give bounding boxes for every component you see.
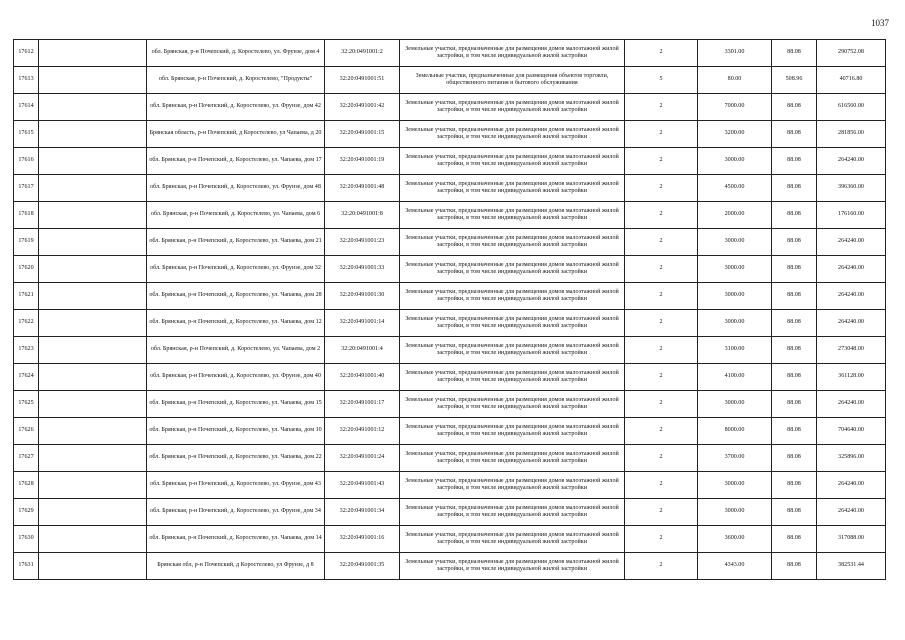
address-cell: обл. Брянская, р-н Почепский, д. Коростелево, ул. Чапаева, дом 22 <box>147 445 325 472</box>
cadastral-value-cell: 40716.80 <box>817 67 886 94</box>
cadastral-number-cell: 32:20:0491001:51 <box>325 67 400 94</box>
rate-cell: 508.96 <box>772 67 817 94</box>
rate-cell: 88.08 <box>772 175 817 202</box>
land-use-cell: Земельные участки, предназначенные для размещения домов малоэтажной жилой застройки, в том числе индивидуальной жилой застройки <box>400 364 625 391</box>
table-body <box>14 40 886 580</box>
empty-cell <box>39 175 147 202</box>
cadastral-number-cell: 32:20:0491001:8 <box>325 202 400 229</box>
empty-cell <box>39 472 147 499</box>
cadastral-value-cell: 176160.00 <box>817 202 886 229</box>
land-use-cell: Земельные участки, предназначенные для размещения домов малоэтажной жилой застройки, в том числе индивидуальной жилой застройки <box>400 499 625 526</box>
area-cell: 3000.00 <box>698 148 772 175</box>
cadastral-number-cell: 32:20:0491001:24 <box>325 445 400 472</box>
cadastral-value-cell: 281856.00 <box>817 121 886 148</box>
land-use-cell: Земельные участки, предназначенные для размещения домов малоэтажной жилой застройки, в том числе индивидуальной жилой застройки <box>400 283 625 310</box>
table-row <box>14 499 886 526</box>
area-cell: 3600.00 <box>698 526 772 553</box>
category-cell: 2 <box>625 526 698 553</box>
address-cell: обл. Брянская, р-н Почепский, д. Коростелево, ул. Фрунзе, дом 43 <box>147 472 325 499</box>
empty-cell <box>39 40 147 67</box>
area-cell: 3000.00 <box>698 391 772 418</box>
rate-cell: 88.08 <box>772 202 817 229</box>
cadastral-value-cell: 264240.00 <box>817 391 886 418</box>
category-cell: 2 <box>625 94 698 121</box>
address-cell: Брянская обл, р-н Почепский, д Коростелево, ул Фрунзе, д 8 <box>147 553 325 580</box>
cadastral-value-cell: 264240.00 <box>817 256 886 283</box>
category-cell: 2 <box>625 418 698 445</box>
address-cell: обл. Брянская, р-н Почепский, д. Коростелево, ул. Чапаева, дом 12 <box>147 310 325 337</box>
row-id-cell: 17616 <box>14 148 39 175</box>
row-id-cell: 17619 <box>14 229 39 256</box>
land-use-cell: Земельные участки, предназначенные для размещения домов малоэтажной жилой застройки, в том числе индивидуальной жилой застройки <box>400 202 625 229</box>
area-cell: 3200.00 <box>698 121 772 148</box>
area-cell: 4100.00 <box>698 364 772 391</box>
area-cell: 3000.00 <box>698 283 772 310</box>
cadastral-value-cell: 264240.00 <box>817 499 886 526</box>
rate-cell: 88.08 <box>772 148 817 175</box>
cadastral-number-cell: 32:20:0491001:23 <box>325 229 400 256</box>
empty-cell <box>39 418 147 445</box>
cadastral-number-cell: 32:20:0491001:35 <box>325 553 400 580</box>
cadastral-value-cell: 361128.00 <box>817 364 886 391</box>
table-row <box>14 40 886 67</box>
cadastral-number-cell: 32:20:0491001:4 <box>325 337 400 364</box>
row-id-cell: 17621 <box>14 283 39 310</box>
land-use-cell: Земельные участки, предназначенные для размещения объектов торговли, общественного питания и бытового обслуживания <box>400 67 625 94</box>
category-cell: 2 <box>625 391 698 418</box>
land-registry-table <box>13 39 886 580</box>
table-row <box>14 229 886 256</box>
table-row <box>14 337 886 364</box>
page-number: 1037 <box>871 18 889 28</box>
cadastral-number-cell: 32:20:0491001:43 <box>325 472 400 499</box>
land-use-cell: Земельные участки, предназначенные для размещения домов малоэтажной жилой застройки, в том числе индивидуальной жилой застройки <box>400 175 625 202</box>
address-cell: обл. Брянская, р-н Почепский, д. Коростелево, ул. Чапаева, дом 21 <box>147 229 325 256</box>
rate-cell: 88.08 <box>772 229 817 256</box>
rate-cell: 88.08 <box>772 472 817 499</box>
category-cell: 2 <box>625 553 698 580</box>
cadastral-value-cell: 317088.00 <box>817 526 886 553</box>
row-id-cell: 17630 <box>14 526 39 553</box>
empty-cell <box>39 445 147 472</box>
row-id-cell: 17620 <box>14 256 39 283</box>
category-cell: 2 <box>625 40 698 67</box>
empty-cell <box>39 499 147 526</box>
rate-cell: 88.08 <box>772 310 817 337</box>
cadastral-value-cell: 616560.00 <box>817 94 886 121</box>
empty-cell <box>39 553 147 580</box>
cadastral-number-cell: 32:20:0491001:17 <box>325 391 400 418</box>
category-cell: 2 <box>625 175 698 202</box>
table-row <box>14 121 886 148</box>
cadastral-value-cell: 290752.08 <box>817 40 886 67</box>
table-row <box>14 256 886 283</box>
cadastral-number-cell: 32:20:0491001:40 <box>325 364 400 391</box>
cadastral-value-cell: 273048.00 <box>817 337 886 364</box>
address-cell: обл. Брянская, р-н Почепский, д. Коростелево, ул. Фрунзе, дом 34 <box>147 499 325 526</box>
land-use-cell: Земельные участки, предназначенные для размещения домов малоэтажной жилой застройки, в том числе индивидуальной жилой застройки <box>400 553 625 580</box>
area-cell: 3000.00 <box>698 310 772 337</box>
cadastral-number-cell: 32:20:0491001:12 <box>325 418 400 445</box>
rate-cell: 88.08 <box>772 283 817 310</box>
empty-cell <box>39 391 147 418</box>
rate-cell: 88.08 <box>772 418 817 445</box>
empty-cell <box>39 310 147 337</box>
rate-cell: 88.08 <box>772 526 817 553</box>
address-cell: обл. Брянская, р-н Почепский, д. Коростелево, ул. Фрунзе, дом 32 <box>147 256 325 283</box>
table-row <box>14 283 886 310</box>
area-cell: 3000.00 <box>698 229 772 256</box>
table-row <box>14 310 886 337</box>
land-use-cell: Земельные участки, предназначенные для размещения домов малоэтажной жилой застройки, в том числе индивидуальной жилой застройки <box>400 337 625 364</box>
table-row <box>14 418 886 445</box>
empty-cell <box>39 121 147 148</box>
cadastral-value-cell: 325896.00 <box>817 445 886 472</box>
land-use-cell: Земельные участки, предназначенные для размещения домов малоэтажной жилой застройки, в том числе индивидуальной жилой застройки <box>400 445 625 472</box>
cadastral-number-cell: 32:20:0491001:42 <box>325 94 400 121</box>
row-id-cell: 17623 <box>14 337 39 364</box>
row-id-cell: 17631 <box>14 553 39 580</box>
address-cell: обл. Брянская, р-н Почепский, д. Коростелево, ул. Фрунзе, дом 4 <box>147 40 325 67</box>
category-cell: 2 <box>625 121 698 148</box>
category-cell: 2 <box>625 202 698 229</box>
category-cell: 5 <box>625 67 698 94</box>
area-cell: 3000.00 <box>698 472 772 499</box>
cadastral-value-cell: 704640.00 <box>817 418 886 445</box>
rate-cell: 88.08 <box>772 256 817 283</box>
cadastral-number-cell: 32:20:0491001:48 <box>325 175 400 202</box>
table-row <box>14 202 886 229</box>
empty-cell <box>39 364 147 391</box>
row-id-cell: 17617 <box>14 175 39 202</box>
cadastral-number-cell: 32:20:0491001:15 <box>325 121 400 148</box>
row-id-cell: 17629 <box>14 499 39 526</box>
address-cell: Брянская область, р-н Почепский, д Коростелево, ул Чапаева, д 20 <box>147 121 325 148</box>
empty-cell <box>39 337 147 364</box>
rate-cell: 88.08 <box>772 121 817 148</box>
table-row <box>14 445 886 472</box>
cadastral-value-cell: 264240.00 <box>817 310 886 337</box>
cadastral-value-cell: 264240.00 <box>817 283 886 310</box>
address-cell: обл. Брянская, р-н Почепский, д. Коростелево, ул. Чапаева, дом 17 <box>147 148 325 175</box>
area-cell: 4343.00 <box>698 553 772 580</box>
rate-cell: 88.08 <box>772 553 817 580</box>
land-use-cell: Земельные участки, предназначенные для размещения домов малоэтажной жилой застройки, в том числе индивидуальной жилой застройки <box>400 148 625 175</box>
rate-cell: 88.08 <box>772 445 817 472</box>
area-cell: 3700.00 <box>698 445 772 472</box>
row-id-cell: 17614 <box>14 94 39 121</box>
area-cell: 7000.00 <box>698 94 772 121</box>
address-cell: обл. Брянская, р-н Почепский, д. Коростелево, "Продукты" <box>147 67 325 94</box>
land-use-cell: Земельные участки, предназначенные для размещения домов малоэтажной жилой застройки, в том числе индивидуальной жилой застройки <box>400 472 625 499</box>
row-id-cell: 17625 <box>14 391 39 418</box>
cadastral-number-cell: 32:20:0491001:30 <box>325 283 400 310</box>
table-row <box>14 364 886 391</box>
cadastral-number-cell: 32:20:0491001:34 <box>325 499 400 526</box>
rate-cell: 88.08 <box>772 391 817 418</box>
cadastral-value-cell: 264240.00 <box>817 229 886 256</box>
cadastral-value-cell: 382531.44 <box>817 553 886 580</box>
empty-cell <box>39 94 147 121</box>
area-cell: 2000.00 <box>698 202 772 229</box>
category-cell: 2 <box>625 229 698 256</box>
empty-cell <box>39 526 147 553</box>
cadastral-value-cell: 396360.00 <box>817 175 886 202</box>
row-id-cell: 17627 <box>14 445 39 472</box>
land-use-cell: Земельные участки, предназначенные для размещения домов малоэтажной жилой застройки, в том числе индивидуальной жилой застройки <box>400 391 625 418</box>
row-id-cell: 17613 <box>14 67 39 94</box>
table-row <box>14 472 886 499</box>
table-row <box>14 94 886 121</box>
category-cell: 2 <box>625 256 698 283</box>
category-cell: 2 <box>625 499 698 526</box>
area-cell: 3100.00 <box>698 337 772 364</box>
land-use-cell: Земельные участки, предназначенные для размещения домов малоэтажной жилой застройки, в том числе индивидуальной жилой застройки <box>400 121 625 148</box>
address-cell: обл. Брянская, р-н Почепский, д. Коростелево, ул. Чапаева, дом 2 <box>147 337 325 364</box>
area-cell: 3301.00 <box>698 40 772 67</box>
cadastral-value-cell: 264240.00 <box>817 472 886 499</box>
table-row <box>14 391 886 418</box>
area-cell: 3000.00 <box>698 256 772 283</box>
cadastral-value-cell: 264240.00 <box>817 148 886 175</box>
rate-cell: 88.08 <box>772 499 817 526</box>
land-use-cell: Земельные участки, предназначенные для размещения домов малоэтажной жилой застройки, в том числе индивидуальной жилой застройки <box>400 229 625 256</box>
area-cell: 80.00 <box>698 67 772 94</box>
row-id-cell: 17624 <box>14 364 39 391</box>
land-use-cell: Земельные участки, предназначенные для размещения домов малоэтажной жилой застройки, в том числе индивидуальной жилой застройки <box>400 418 625 445</box>
category-cell: 2 <box>625 283 698 310</box>
empty-cell <box>39 283 147 310</box>
table-row <box>14 175 886 202</box>
address-cell: обл. Брянская, р-н Почепский, д. Коростелево, ул. Чапаева, дом 6 <box>147 202 325 229</box>
row-id-cell: 17622 <box>14 310 39 337</box>
empty-cell <box>39 202 147 229</box>
cadastral-number-cell: 32:20:0491001:14 <box>325 310 400 337</box>
category-cell: 2 <box>625 148 698 175</box>
cadastral-number-cell: 32:20:0491001:19 <box>325 148 400 175</box>
table-row <box>14 553 886 580</box>
address-cell: обл. Брянская, р-н Почепский, д. Коростелево, ул. Фрунзе, дом 48 <box>147 175 325 202</box>
land-use-cell: Земельные участки, предназначенные для размещения домов малоэтажной жилой застройки, в том числе индивидуальной жилой застройки <box>400 256 625 283</box>
category-cell: 2 <box>625 364 698 391</box>
area-cell: 8000.00 <box>698 418 772 445</box>
cadastral-number-cell: 32:20:0491001:16 <box>325 526 400 553</box>
table-row <box>14 526 886 553</box>
empty-cell <box>39 229 147 256</box>
land-use-cell: Земельные участки, предназначенные для размещения домов малоэтажной жилой застройки, в том числе индивидуальной жилой застройки <box>400 310 625 337</box>
address-cell: обл. Брянская, р-н Почепский, д. Коростелево, ул. Чапаева, дом 14 <box>147 526 325 553</box>
row-id-cell: 17628 <box>14 472 39 499</box>
rate-cell: 88.08 <box>772 94 817 121</box>
rate-cell: 88.08 <box>772 40 817 67</box>
rate-cell: 88.08 <box>772 337 817 364</box>
cadastral-number-cell: 32:20:0491001:2 <box>325 40 400 67</box>
land-use-cell: Земельные участки, предназначенные для размещения домов малоэтажной жилой застройки, в том числе индивидуальной жилой застройки <box>400 94 625 121</box>
area-cell: 4500.00 <box>698 175 772 202</box>
address-cell: обл. Брянская, р-н Почепский, д. Коростелево, ул. Чапаева, дом 28 <box>147 283 325 310</box>
address-cell: обл. Брянская, р-н Почепский, д. Коростелево, ул. Фрунзе, дом 40 <box>147 364 325 391</box>
empty-cell <box>39 67 147 94</box>
address-cell: обл. Брянская, р-н Почепский, д. Коростелево, ул. Чапаева, дом 15 <box>147 391 325 418</box>
row-id-cell: 17626 <box>14 418 39 445</box>
cadastral-number-cell: 32:20:0491001:33 <box>325 256 400 283</box>
empty-cell <box>39 148 147 175</box>
category-cell: 2 <box>625 310 698 337</box>
category-cell: 2 <box>625 337 698 364</box>
category-cell: 2 <box>625 445 698 472</box>
address-cell: обл. Брянская, р-н Почепский, д. Коростелево, ул. Чапаева, дом 10 <box>147 418 325 445</box>
land-use-cell: Земельные участки, предназначенные для размещения домов малоэтажной жилой застройки, в том числе индивидуальной жилой застройки <box>400 526 625 553</box>
empty-cell <box>39 256 147 283</box>
rate-cell: 88.08 <box>772 364 817 391</box>
row-id-cell: 17615 <box>14 121 39 148</box>
table-row <box>14 148 886 175</box>
row-id-cell: 17618 <box>14 202 39 229</box>
land-use-cell: Земельные участки, предназначенные для размещения домов малоэтажной жилой застройки, в том числе индивидуальной жилой застройки <box>400 40 625 67</box>
row-id-cell: 17612 <box>14 40 39 67</box>
address-cell: обл. Брянская, р-н Почепский, д. Коростелево, ул. Фрунзе, дом 42 <box>147 94 325 121</box>
table-row <box>14 67 886 94</box>
category-cell: 2 <box>625 472 698 499</box>
area-cell: 3000.00 <box>698 499 772 526</box>
